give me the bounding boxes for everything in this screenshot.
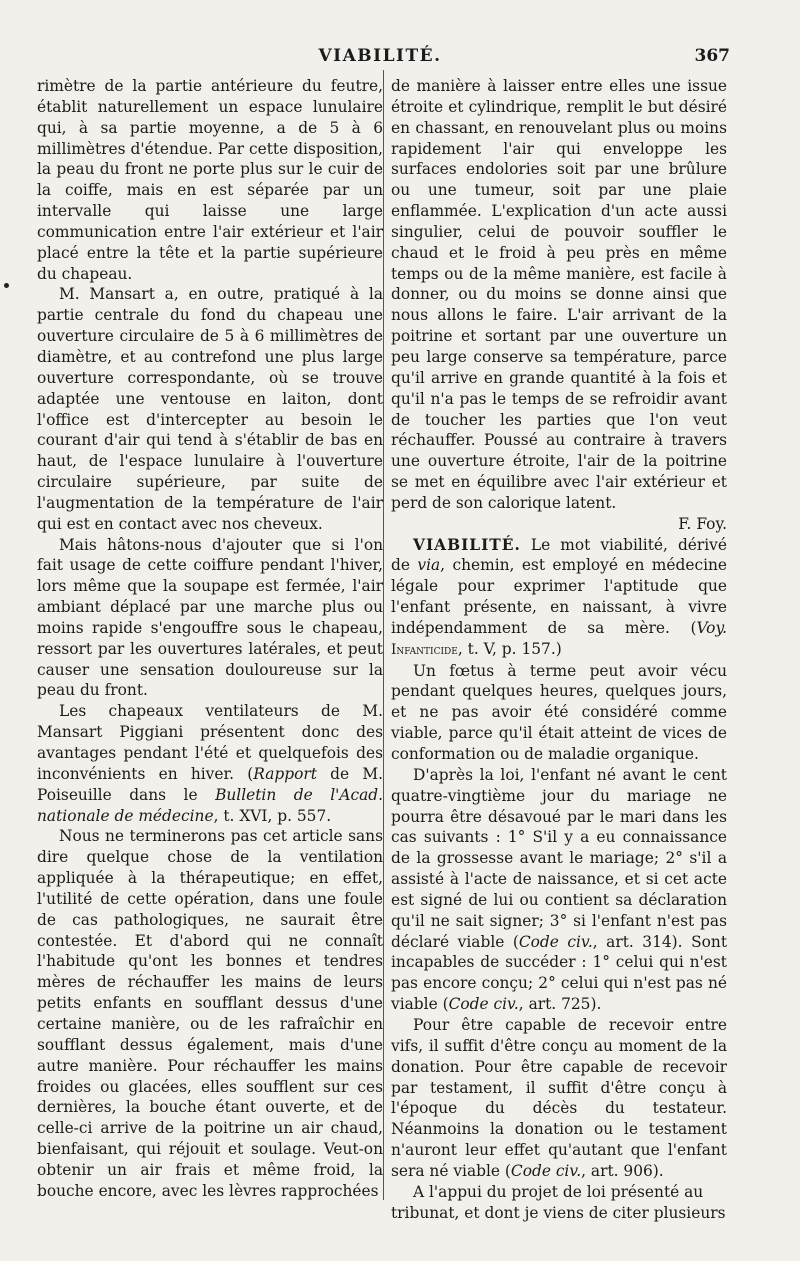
author-signature: F. Foy. (678, 514, 727, 533)
right-column (391, 76, 727, 1223)
paragraph: Mais hâtons-nous d'ajouter que si l'on fait usage de cette coiffure pendant l'hiver, lors même que la soupape est fermée, l'air ambiant déplacé par une marche plus ou moins rapide s'engouffre sous le chapeau, ressort par les ouvertures latérales, et peut causer une sensation douloureuse sur la peau du front. (37, 535, 383, 700)
text-run: Le mot viabilité, dérivé de (391, 535, 727, 575)
left-column (37, 76, 383, 1202)
citation-bulletin: Bulletin de l'Acad. nationale de médecine (37, 785, 384, 825)
text-run: , t. XVI, p. 557. (213, 806, 332, 825)
paragraph: Un fœtus à terme peut avoir vécu pendant quelques heures, quelques jours, et ne pas avoir été considéré comme viable, parce qu'il était atteint de vices de conformation ou de maladie organique. (391, 661, 727, 763)
cross-ref-entry: Infanticide (391, 641, 458, 658)
code-citation: Code civ. (448, 995, 519, 1014)
cross-ref-voy: Voy. (696, 618, 727, 637)
paragraph (37, 701, 383, 826)
column-rule (383, 70, 384, 1200)
page-header (30, 46, 730, 74)
paragraph: M. Mansart a, en outre, pratiqué à la partie centrale du fond du chapeau une ouverture circulaire de 5 à 6 millimètres de diamètre, et au contrefond une plus large ouverture correspondante, où se trouve adaptée une ventouse en laiton, dont l'office est d'intercepter au besoin le courant d'air qui tend à s'établir de bas en haut, de l'espace lunulaire à l'ouverture circulaire supérieure, par suite de l'augmentation de la température de l'air qui est en contact avec nos cheveux. (37, 285, 383, 533)
text-run: , art. 314). Sont incapables de succéder : 1° celui qui n'est pas encore conçu; 2° celui qui n'est pas né viable ( (391, 932, 728, 1014)
page-number: 367 (694, 46, 730, 66)
entry-paragraph (391, 535, 727, 661)
text-run: , art. 725). (518, 995, 602, 1014)
paragraph (391, 1015, 727, 1182)
text-run: de M. Poiseuille dans le (37, 764, 383, 804)
margin-mark (4, 283, 9, 288)
text-run: , t. V, p. 157.) (457, 639, 562, 658)
code-citation: Code civ. (510, 1161, 582, 1180)
text-run: D'après la loi, l'enfant né avant le cent quatre-vingtième jour du mariage ne pourra être désavoué par le mari dans les cas suivants : 1° S'il y a eu connaissance de la grossesse avant le mariage; 2° s'il a assisté à l'acte de naissance, et si cet acte est signé de lui ou contient sa déclaration qu'il ne sait signer; 3° si l'enfant n'est pas déclaré viable ( (391, 765, 727, 951)
code-citation: Code civ. (518, 932, 593, 951)
latin-term: via (417, 556, 441, 575)
text-run: , chemin, est employé en médecine légale pour exprimer l'aptitude que l'enfant présente, en naissant, à vivre indépendamment de sa mère. ( (391, 556, 728, 637)
text-run: , art. 906). (581, 1161, 664, 1180)
paragraph: de manière à laisser entre elles une issue étroite et cylindrique, remplit le but désiré en chassant, en renouvelant plus ou moins rapidement l'air qui enveloppe les surfaces endolories soit par une brûlure ou une tumeur, soit par une plaie enflammée. L'explication d'un acte aussi singulier, celui de pouvoir souffler le chaud et le froid à peu près en même temps ou de la même manière, est facile à donner, ou du moins se donne ainsi que nous allons le faire. L'air arrivant de la poitrine et sortant par une ouverture un peu large conserve sa température, parce qu'il arrive en grande quantité à la fois et qu'il n'a pas le temps de se refroidir avant de toucher les parties que l'on veut réchauffer. Poussé au contraire à travers une ouverture étroite, l'air de la poitrine se met en équilibre avec l'air extérieur et perd de son calorique latent. (391, 77, 727, 512)
text-run: Pour être capable de recevoir entre vifs, il suffit d'être conçu au moment de la donation. Pour être capable de recevoir par testament, il suffit d'être conçu à l'époque du décès du testateur. Néanmoins la donation ou le testament n'auront leur effet qu'autant que l'enfant sera né viable ( (391, 1015, 727, 1180)
text-run: Les chapeaux ventilateurs de M. Mansart Piggiani présentent donc des avantages pendant l'été et quelquefois des inconvénients en hiver. ( (37, 702, 383, 783)
paragraph: rimètre de la partie antérieure du feutre, établit naturellement un espace lunulaire qui, à sa partie moyenne, a de 5 à 6 millimètres d'étendue. Par cette disposition, la peau du front ne porte plus sur le cuir de la coiffe, mais en est séparée par un intervalle qui laisse une large communication entre l'air extérieur et l'air placé entre la tête et la partie supérieure du chapeau. (37, 77, 383, 283)
paragraph: A l'appui du projet de loi présenté au tribunat, et dont je viens de citer plusieurs (391, 1182, 726, 1222)
running-title: VIABILITÉ. (318, 46, 442, 66)
citation-rapport: Rapport (253, 764, 317, 783)
paragraph (391, 765, 727, 1015)
entry-heading: VIABILITÉ. (413, 535, 521, 554)
paragraph: Nous ne terminerons pas cet article sans dire quelque chose de la ventilation appliquée à la thérapeutique; en effet, l'utilité de cette opération, dans une foule de cas pathologiques, ne saurait être contestée. Et d'abord qui ne connaît l'habitude qu'ont les bonnes et tendres mères de réchauffer les mains de leurs petits enfants en soufflant dessus d'une certaine manière, ou de les rafraîchir en soufflant dessus également, mais d'une autre manière. Pour réchauffer les mains froides ou glacées, elles soufflent sur ces dernières, la bouche étant ouverte, et de celle-ci arrive de la poitrine un air chaud, bienfaisant, qui réjouit et soulage. Veut-on obtenir un air frais et même froid, la bouche encore, avec les lèvres rapprochées (37, 827, 383, 1200)
